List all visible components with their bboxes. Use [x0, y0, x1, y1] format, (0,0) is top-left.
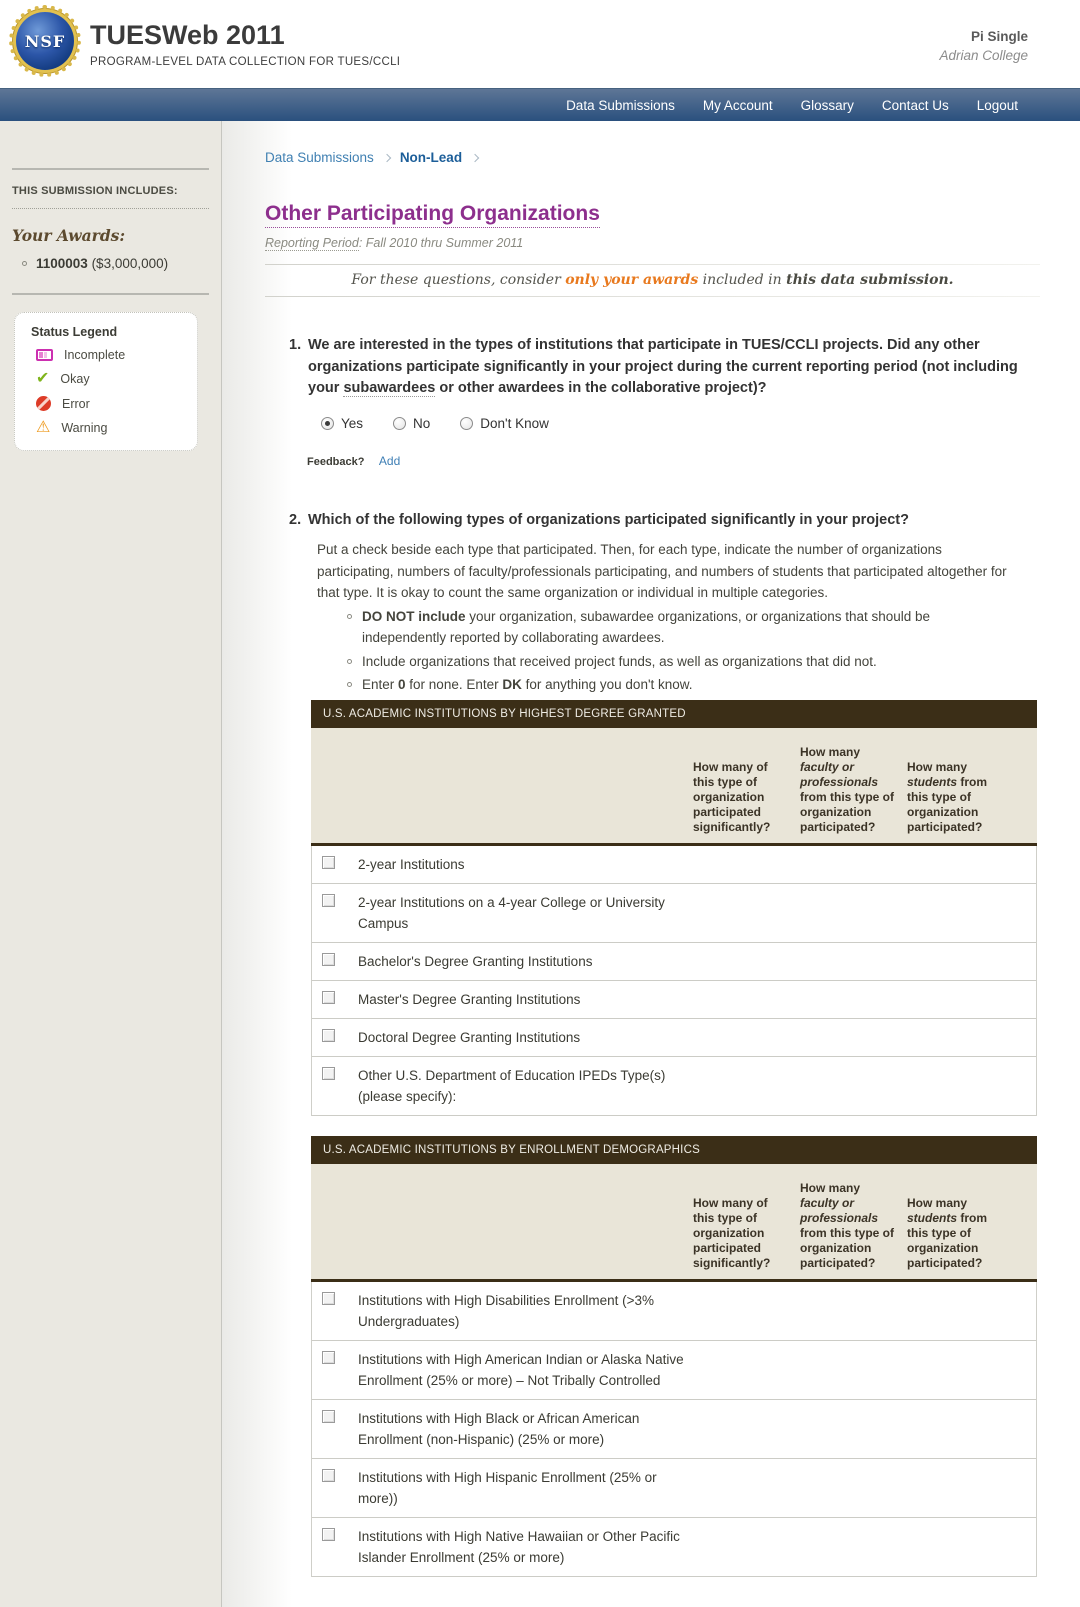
bullet-item [347, 674, 997, 696]
legend-label: Okay [60, 372, 90, 386]
nav-glossary[interactable]: Glossary [800, 97, 854, 113]
nav-data-submissions[interactable]: Data Submissions [566, 97, 675, 113]
table-header-row [311, 728, 1037, 846]
app-subtitle: PROGRAM-LEVEL DATA COLLECTION FOR TUES/CCLI [90, 56, 401, 68]
bullet-item [347, 651, 997, 673]
radio-icon[interactable] [393, 417, 406, 430]
checkbox-cell [312, 951, 358, 972]
table-row [312, 1518, 1036, 1577]
legend-item-error [31, 396, 189, 411]
checkbox-cell [312, 1349, 358, 1391]
table-enrollment-demographics [311, 1136, 1037, 1577]
please-specify-label: (please specify): [358, 1088, 457, 1104]
table-row [312, 1459, 1036, 1518]
q1-radio-group [321, 416, 1040, 431]
nav-contact-us[interactable]: Contact Us [881, 97, 949, 113]
page-title [265, 202, 1040, 226]
radio-icon[interactable] [321, 417, 334, 430]
row-checkbox[interactable] [322, 1469, 335, 1482]
radio-option-yes[interactable] [321, 416, 363, 431]
feedback-row [307, 452, 1040, 466]
row-label: 2-year Institutions on a 4-year College or University Campus [358, 894, 665, 931]
checkbox-cell [312, 1526, 358, 1568]
checkbox-cell [312, 854, 358, 875]
checkbox-cell [312, 1408, 358, 1450]
row-checkbox[interactable] [322, 894, 335, 907]
radio-icon[interactable] [460, 417, 473, 430]
table-row [312, 1400, 1036, 1459]
reporting-period-value: : Fall 2010 thru Summer 2011 [358, 236, 524, 250]
column-header-students: How many students from this type of organization participated? [907, 759, 988, 834]
table-row [312, 1057, 1036, 1116]
row-label: Master's Degree Granting Institutions [358, 991, 581, 1007]
feedback-add-link[interactable]: Add [378, 453, 401, 468]
question-1 [289, 335, 1040, 400]
row-checkbox[interactable] [322, 1292, 335, 1305]
dotted-divider [12, 208, 209, 209]
bullet-text: Enter 0 for none. Enter DK for anything you don't know. [362, 677, 693, 692]
nav-my-account[interactable]: My Account [702, 97, 773, 113]
radio-option-dont-know[interactable] [460, 416, 549, 431]
table-title: U.S. ACADEMIC INSTITUTIONS BY ENROLLMENT DEMOGRAPHICS [311, 1136, 1037, 1164]
user-block [939, 29, 1028, 63]
checkbox-cell [312, 1290, 358, 1332]
table-row [312, 1019, 1036, 1057]
notice-text [265, 265, 1040, 296]
checkbox-cell [312, 1467, 358, 1509]
column-header-organizations: How many of this type of organization participated significantly? [693, 759, 771, 834]
row-label: Institutions with High Native Hawaiian or Other Pacific Islander Enrollment (25% or more) [358, 1528, 680, 1565]
row-checkbox[interactable] [322, 1410, 335, 1423]
legend-item-incomplete [31, 348, 189, 362]
notice-mid: included in [698, 272, 787, 288]
row-label: Institutions with High Hispanic Enrollment (25% or more)) [358, 1469, 657, 1506]
nav-logout[interactable]: Logout [976, 97, 1018, 113]
row-checkbox[interactable] [322, 1351, 335, 1364]
row-checkbox[interactable] [322, 856, 335, 869]
award-amount: ($3,000,000) [87, 256, 169, 271]
main-nav [0, 88, 1080, 121]
page-title-text: Other Participating Organizations [265, 202, 600, 228]
question-number: 1. [289, 337, 302, 353]
incomplete-icon [36, 349, 53, 361]
legend-label: Warning [61, 421, 108, 435]
checkbox-cell [312, 989, 358, 1010]
table-degree-granted [311, 700, 1037, 1116]
table-body [311, 846, 1037, 1116]
row-label: Institutions with High Disabilities Enrollment (>3% Undergraduates) [358, 1292, 654, 1329]
divider [265, 296, 1040, 297]
bullet-icon [347, 682, 352, 687]
question-2 [289, 510, 1040, 532]
column-header-organizations: How many of this type of organization participated significantly? [693, 1195, 771, 1270]
user-organization: Adrian College [939, 48, 1028, 63]
q1-term-subawardees: subawardees [343, 380, 436, 396]
row-checkbox[interactable] [322, 953, 335, 966]
radio-label: No [413, 415, 431, 431]
legend-label: Incomplete [64, 348, 126, 362]
bullet-rest: your organization, subawardee organizations, or organizations that should be independently reported by collaborating awardees. [362, 608, 931, 645]
reporting-period [265, 236, 1040, 250]
row-checkbox[interactable] [322, 1067, 335, 1080]
error-icon [36, 396, 51, 411]
okay-icon [36, 371, 49, 387]
divider [12, 293, 209, 295]
q1-text-pre: We are interested in the types of institutions that participate in TUES/CCLI projects. Did any other organizations participate significantly in your project during the current reporting period (not including your [308, 337, 1018, 396]
breadcrumb [265, 149, 1040, 166]
table-body [311, 1282, 1037, 1577]
bullet-icon [347, 614, 352, 619]
table-row [312, 1282, 1036, 1341]
column-header-students: How many students from this type of organization participated? [907, 1195, 988, 1270]
row-checkbox[interactable] [322, 1528, 335, 1541]
row-label: Institutions with High Black or African American Enrollment (non-Hispanic) (25% or more) [358, 1410, 640, 1447]
row-label: 2-year Institutions [358, 856, 465, 872]
row-label: Doctoral Degree Granting Institutions [358, 1029, 581, 1045]
checkbox-cell [312, 892, 358, 934]
table-row [312, 981, 1036, 1019]
table-row [312, 943, 1036, 981]
notice-strong: this data submission. [786, 272, 954, 288]
instruction-bullets [347, 606, 997, 696]
table-row [312, 884, 1036, 943]
row-checkbox[interactable] [322, 991, 335, 1004]
app-title: TUESWeb 2011 [90, 20, 285, 50]
bullet-item [347, 606, 997, 649]
warning-icon [36, 420, 50, 436]
column-header-faculty: How many faculty or professionals from this type of organization participated? [800, 744, 895, 834]
sidebar [0, 121, 222, 1607]
question-2-text: Which of the following types of organizations participated significantly in your project? [308, 511, 909, 528]
q1-text-post: or other awardees in the collaborative project)? [435, 380, 767, 396]
row-label: Institutions with High American Indian or Alaska Native Enrollment (25% or more) – Not Tribally Controlled [358, 1351, 684, 1388]
bullet-text: Include organizations that received project funds, as well as organizations that did not. [362, 653, 877, 669]
nsf-logo-text: NSF [24, 31, 66, 51]
breadcrumb-data-submissions[interactable]: Data Submissions [265, 150, 374, 165]
chevron-right-icon [383, 153, 391, 161]
legend-label: Error [62, 396, 90, 411]
your-awards-heading: Your Awards: [12, 226, 126, 245]
user-name: Pi Single [970, 29, 1028, 44]
question-1-text [308, 335, 1018, 400]
bullet-icon [22, 261, 27, 266]
table-header-row [311, 1164, 1037, 1282]
radio-option-no[interactable] [393, 416, 430, 431]
radio-label: Don't Know [480, 415, 549, 431]
radio-label: Yes [341, 415, 364, 431]
legend-item-warning [31, 420, 189, 436]
column-header-faculty: How many faculty or professionals from this type of organization participated? [800, 1180, 895, 1270]
nsf-logo-icon [16, 12, 74, 70]
content-area [0, 121, 1080, 1607]
checkbox-cell [312, 1065, 358, 1107]
brand-block [0, 0, 1080, 68]
notice-highlight: only your awards [565, 272, 699, 288]
notice-pre: For these questions, consider [351, 272, 566, 288]
app-header [0, 0, 1080, 88]
question-number: 2. [289, 511, 302, 528]
feedback-label: Feedback? [307, 455, 365, 468]
row-label: Bachelor's Degree Granting Institutions [358, 953, 593, 969]
award-text [36, 256, 168, 271]
breadcrumb-non-lead[interactable]: Non-Lead [399, 150, 463, 165]
chevron-right-icon [471, 153, 479, 161]
table-title: U.S. ACADEMIC INSTITUTIONS BY HIGHEST DEGREE GRANTED [311, 700, 1037, 728]
status-legend [14, 312, 198, 451]
bullet-icon [347, 659, 352, 664]
award-item [12, 256, 209, 271]
row-checkbox[interactable] [322, 1029, 335, 1042]
divider [12, 168, 209, 170]
bullet-bold: DO NOT include [362, 608, 466, 624]
table-row [312, 1341, 1036, 1400]
checkbox-cell [312, 1027, 358, 1048]
submission-includes-heading: THIS SUBMISSION INCLUDES: [12, 185, 178, 197]
reporting-period-label: Reporting Period [265, 236, 359, 250]
award-number: 1100003 [36, 256, 88, 271]
notice-bar [265, 264, 1040, 297]
main-panel [222, 121, 1080, 1607]
legend-item-okay [31, 371, 189, 387]
bullet-text [362, 606, 997, 649]
row-label: Other U.S. Department of Education IPEDs Type(s) (please specify): [358, 1065, 698, 1107]
table-row [312, 846, 1036, 884]
question-2-instructions: Put a check beside each type that participated. Then, for each type, indicate the number of organizations participating, numbers of faculty/professionals participating, and numbers of students that participated altogether for that type. It is okay to count the same organization or individual in multiple categories. [317, 542, 1007, 600]
status-legend-title: Status Legend [31, 325, 118, 339]
